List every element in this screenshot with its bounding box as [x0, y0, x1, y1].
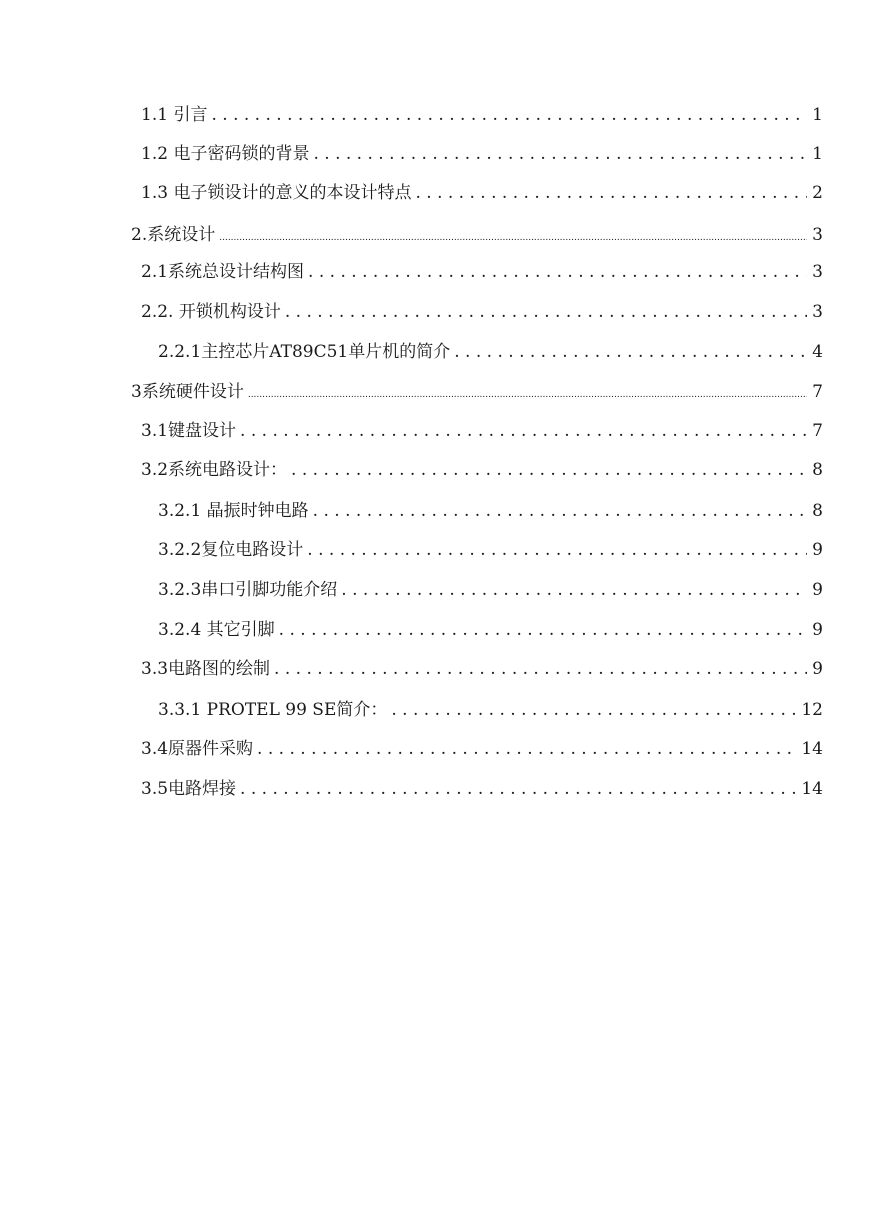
toc-entry[interactable] [141, 301, 823, 323]
toc-page-number: 2 [812, 183, 823, 203]
toc-entry-title: 3.2.4 其它引脚 [158, 620, 275, 640]
toc-entry[interactable] [158, 619, 823, 641]
toc-entry[interactable] [158, 500, 823, 522]
toc-dot-leader [240, 778, 797, 800]
toc-entry-title: 1.3 电子锁设计的意义的本设计特点 [141, 183, 412, 203]
toc-page-number: 8 [812, 460, 823, 480]
toc-dot-leader [279, 619, 807, 641]
toc-entry[interactable] [141, 143, 823, 165]
toc-entry[interactable] [158, 699, 823, 721]
toc-entry[interactable] [158, 341, 823, 363]
toc-dot-leader [248, 381, 807, 406]
toc-dot-leader [274, 658, 807, 680]
toc-entry[interactable] [141, 104, 823, 126]
toc-dot-leader [454, 341, 807, 363]
toc-entry[interactable] [141, 778, 823, 800]
toc-page-number: 9 [812, 659, 823, 679]
toc-dot-leader [313, 143, 807, 165]
toc-dot-leader [291, 459, 807, 481]
toc-entry[interactable] [141, 182, 823, 204]
toc-page-number: 9 [812, 580, 823, 600]
toc-dot-leader [313, 500, 807, 522]
toc-page-number: 1 [812, 144, 823, 164]
toc-entry-title: 1.2 电子密码锁的背景 [141, 144, 310, 164]
toc-entry-title: 3.1键盘设计 [141, 421, 237, 441]
toc-page-number: 3 [812, 225, 823, 245]
toc-page-number: 7 [812, 382, 823, 402]
toc-page-number: 3 [812, 262, 823, 282]
toc-entry-title: 1.1 引言 [141, 105, 208, 125]
toc-page-number: 8 [812, 501, 823, 521]
toc-dot-leader [307, 539, 807, 561]
toc-dot-leader [285, 301, 807, 323]
toc-dot-leader [240, 420, 807, 442]
toc-entry-title: 3.2.2复位电路设计 [158, 540, 304, 560]
toc-entry-title: 2.系统设计 [131, 225, 216, 245]
toc-page-number: 1 [812, 105, 823, 125]
toc-entry-title: 3.5电路焊接 [141, 779, 237, 799]
toc-dot-leader [219, 224, 807, 249]
toc-entry[interactable] [141, 420, 823, 442]
toc-page-number: 12 [801, 700, 823, 720]
toc-entry[interactable] [131, 224, 823, 249]
toc-entry[interactable] [141, 459, 823, 481]
toc-entry-title: 3系统硬件设计 [131, 382, 244, 402]
toc-entry-title: 3.4原器件采购 [141, 739, 254, 759]
toc-dot-leader [211, 104, 807, 126]
toc-entry[interactable] [131, 381, 823, 406]
toc-entry-title: 3.2.1 晶振时钟电路 [158, 501, 309, 521]
toc-dot-leader [341, 579, 807, 601]
toc-page-number: 14 [801, 779, 823, 799]
toc-entry[interactable] [141, 658, 823, 680]
toc-entry-title: 3.3.1 PROTEL 99 SE简介： [158, 700, 388, 720]
toc-entry-title: 3.2.3串口引脚功能介绍 [158, 580, 338, 600]
toc-page-number: 7 [812, 421, 823, 441]
toc-page-number: 9 [812, 620, 823, 640]
toc-page-number: 3 [812, 302, 823, 322]
toc-entry[interactable] [158, 579, 823, 601]
toc-entry[interactable] [141, 261, 823, 283]
toc-dot-leader [308, 261, 807, 283]
toc-dot-leader [257, 738, 797, 760]
toc-dot-leader [391, 699, 797, 721]
toc-entry[interactable] [141, 738, 823, 760]
toc-entry-title: 2.1系统总设计结构图 [141, 262, 305, 282]
toc-dot-leader [415, 182, 807, 204]
toc-entry[interactable] [158, 539, 823, 561]
toc-page-number: 4 [812, 342, 823, 362]
toc-entry-title: 3.3电路图的绘制 [141, 659, 271, 679]
toc-entry-title: 3.2系统电路设计： [141, 460, 288, 480]
toc-entry-title: 2.2.1主控芯片AT89C51单片机的简介 [158, 342, 451, 362]
toc-entry-title: 2.2. 开锁机构设计 [141, 302, 281, 322]
toc-page-number: 14 [801, 739, 823, 759]
toc-page-number: 9 [812, 540, 823, 560]
